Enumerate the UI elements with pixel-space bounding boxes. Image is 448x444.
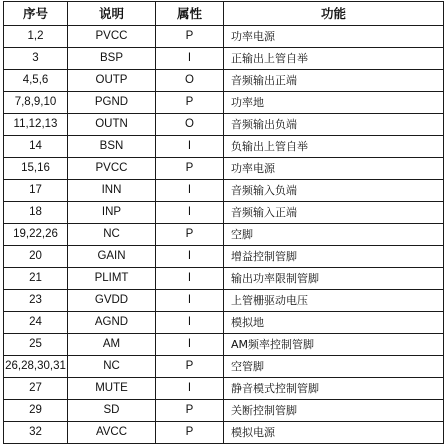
cell-attribute: P xyxy=(156,356,224,378)
cell-function: AM频率控制管脚 xyxy=(224,334,444,356)
cell-pin-number: 26,28,30,31 xyxy=(4,356,68,378)
cell-description: OUTP xyxy=(68,70,156,92)
cell-attribute: P xyxy=(156,422,224,444)
cell-attribute: O xyxy=(156,114,224,136)
table-row xyxy=(4,334,444,356)
cell-pin-number: 24 xyxy=(4,312,68,334)
cell-attribute: P xyxy=(156,224,224,246)
table-row xyxy=(4,158,444,180)
cell-description: NC xyxy=(68,356,156,378)
cell-description: INN xyxy=(68,180,156,202)
cell-attribute: I xyxy=(156,312,224,334)
cell-pin-number: 18 xyxy=(4,202,68,224)
cell-function: 上管栅驱动电压 xyxy=(224,290,444,312)
cell-description: PGND xyxy=(68,92,156,114)
table-row xyxy=(4,312,444,334)
table-row xyxy=(4,290,444,312)
cell-pin-number: 11,12,13 xyxy=(4,114,68,136)
cell-function: 空脚 xyxy=(224,224,444,246)
cell-description: MUTE xyxy=(68,378,156,400)
table-row xyxy=(4,114,444,136)
table-row xyxy=(4,48,444,70)
cell-pin-number: 29 xyxy=(4,400,68,422)
cell-attribute: I xyxy=(156,180,224,202)
cell-function: 音频输入负端 xyxy=(224,180,444,202)
cell-attribute: I xyxy=(156,268,224,290)
table-row xyxy=(4,356,444,378)
cell-function: 静音模式控制管脚 xyxy=(224,378,444,400)
cell-description: PVCC xyxy=(68,26,156,48)
cell-attribute: P xyxy=(156,26,224,48)
cell-pin-number: 15,16 xyxy=(4,158,68,180)
cell-description: NC xyxy=(68,224,156,246)
cell-pin-number: 7,8,9,10 xyxy=(4,92,68,114)
cell-function: 空管脚 xyxy=(224,356,444,378)
cell-function: 正输出上管自举 xyxy=(224,48,444,70)
cell-pin-number: 3 xyxy=(4,48,68,70)
header-function: 功能 xyxy=(224,2,444,26)
cell-pin-number: 20 xyxy=(4,246,68,268)
cell-pin-number: 14 xyxy=(4,136,68,158)
cell-pin-number: 17 xyxy=(4,180,68,202)
cell-description: BSP xyxy=(68,48,156,70)
table-row xyxy=(4,26,444,48)
cell-description: GVDD xyxy=(68,290,156,312)
cell-function: 音频输出负端 xyxy=(224,114,444,136)
cell-pin-number: 23 xyxy=(4,290,68,312)
cell-attribute: P xyxy=(156,400,224,422)
cell-function: 功率电源 xyxy=(224,158,444,180)
cell-pin-number: 32 xyxy=(4,422,68,444)
cell-function: 音频输入正端 xyxy=(224,202,444,224)
cell-description: AGND xyxy=(68,312,156,334)
header-pin-number: 序号 xyxy=(4,2,68,26)
table-row xyxy=(4,136,444,158)
cell-function: 功率电源 xyxy=(224,26,444,48)
cell-attribute: I xyxy=(156,136,224,158)
cell-pin-number: 19,22,26 xyxy=(4,224,68,246)
cell-attribute: I xyxy=(156,334,224,356)
cell-description: AVCC xyxy=(68,422,156,444)
cell-attribute: P xyxy=(156,92,224,114)
cell-function: 增益控制管脚 xyxy=(224,246,444,268)
cell-description: GAIN xyxy=(68,246,156,268)
cell-description: PLIMT xyxy=(68,268,156,290)
cell-pin-number: 25 xyxy=(4,334,68,356)
cell-attribute: I xyxy=(156,246,224,268)
table-row xyxy=(4,70,444,92)
cell-attribute: P xyxy=(156,158,224,180)
cell-pin-number: 1,2 xyxy=(4,26,68,48)
cell-pin-number: 27 xyxy=(4,378,68,400)
cell-function: 关断控制管脚 xyxy=(224,400,444,422)
table-row xyxy=(4,378,444,400)
table-row xyxy=(4,400,444,422)
table-row xyxy=(4,180,444,202)
cell-description: INP xyxy=(68,202,156,224)
cell-function: 模拟电源 xyxy=(224,422,444,444)
cell-attribute: I xyxy=(156,378,224,400)
table-row xyxy=(4,246,444,268)
cell-description: BSN xyxy=(68,136,156,158)
table-row xyxy=(4,224,444,246)
cell-description: SD xyxy=(68,400,156,422)
cell-function: 模拟地 xyxy=(224,312,444,334)
cell-attribute: I xyxy=(156,202,224,224)
table-header-row xyxy=(4,2,444,26)
cell-attribute: I xyxy=(156,48,224,70)
cell-function: 功率地 xyxy=(224,92,444,114)
header-description: 说明 xyxy=(68,2,156,26)
cell-function: 音频输出正端 xyxy=(224,70,444,92)
cell-attribute: O xyxy=(156,70,224,92)
cell-function: 负输出上管自举 xyxy=(224,136,444,158)
cell-description: OUTN xyxy=(68,114,156,136)
table-row xyxy=(4,92,444,114)
table-row xyxy=(4,202,444,224)
cell-function: 输出功率限制管脚 xyxy=(224,268,444,290)
header-attribute: 属性 xyxy=(156,2,224,26)
cell-description: AM xyxy=(68,334,156,356)
table-row xyxy=(4,422,444,444)
cell-attribute: I xyxy=(156,290,224,312)
pin-function-table xyxy=(3,1,444,444)
cell-description: PVCC xyxy=(68,158,156,180)
table-body xyxy=(4,26,444,444)
cell-pin-number: 4,5,6 xyxy=(4,70,68,92)
table-row xyxy=(4,268,444,290)
cell-pin-number: 21 xyxy=(4,268,68,290)
